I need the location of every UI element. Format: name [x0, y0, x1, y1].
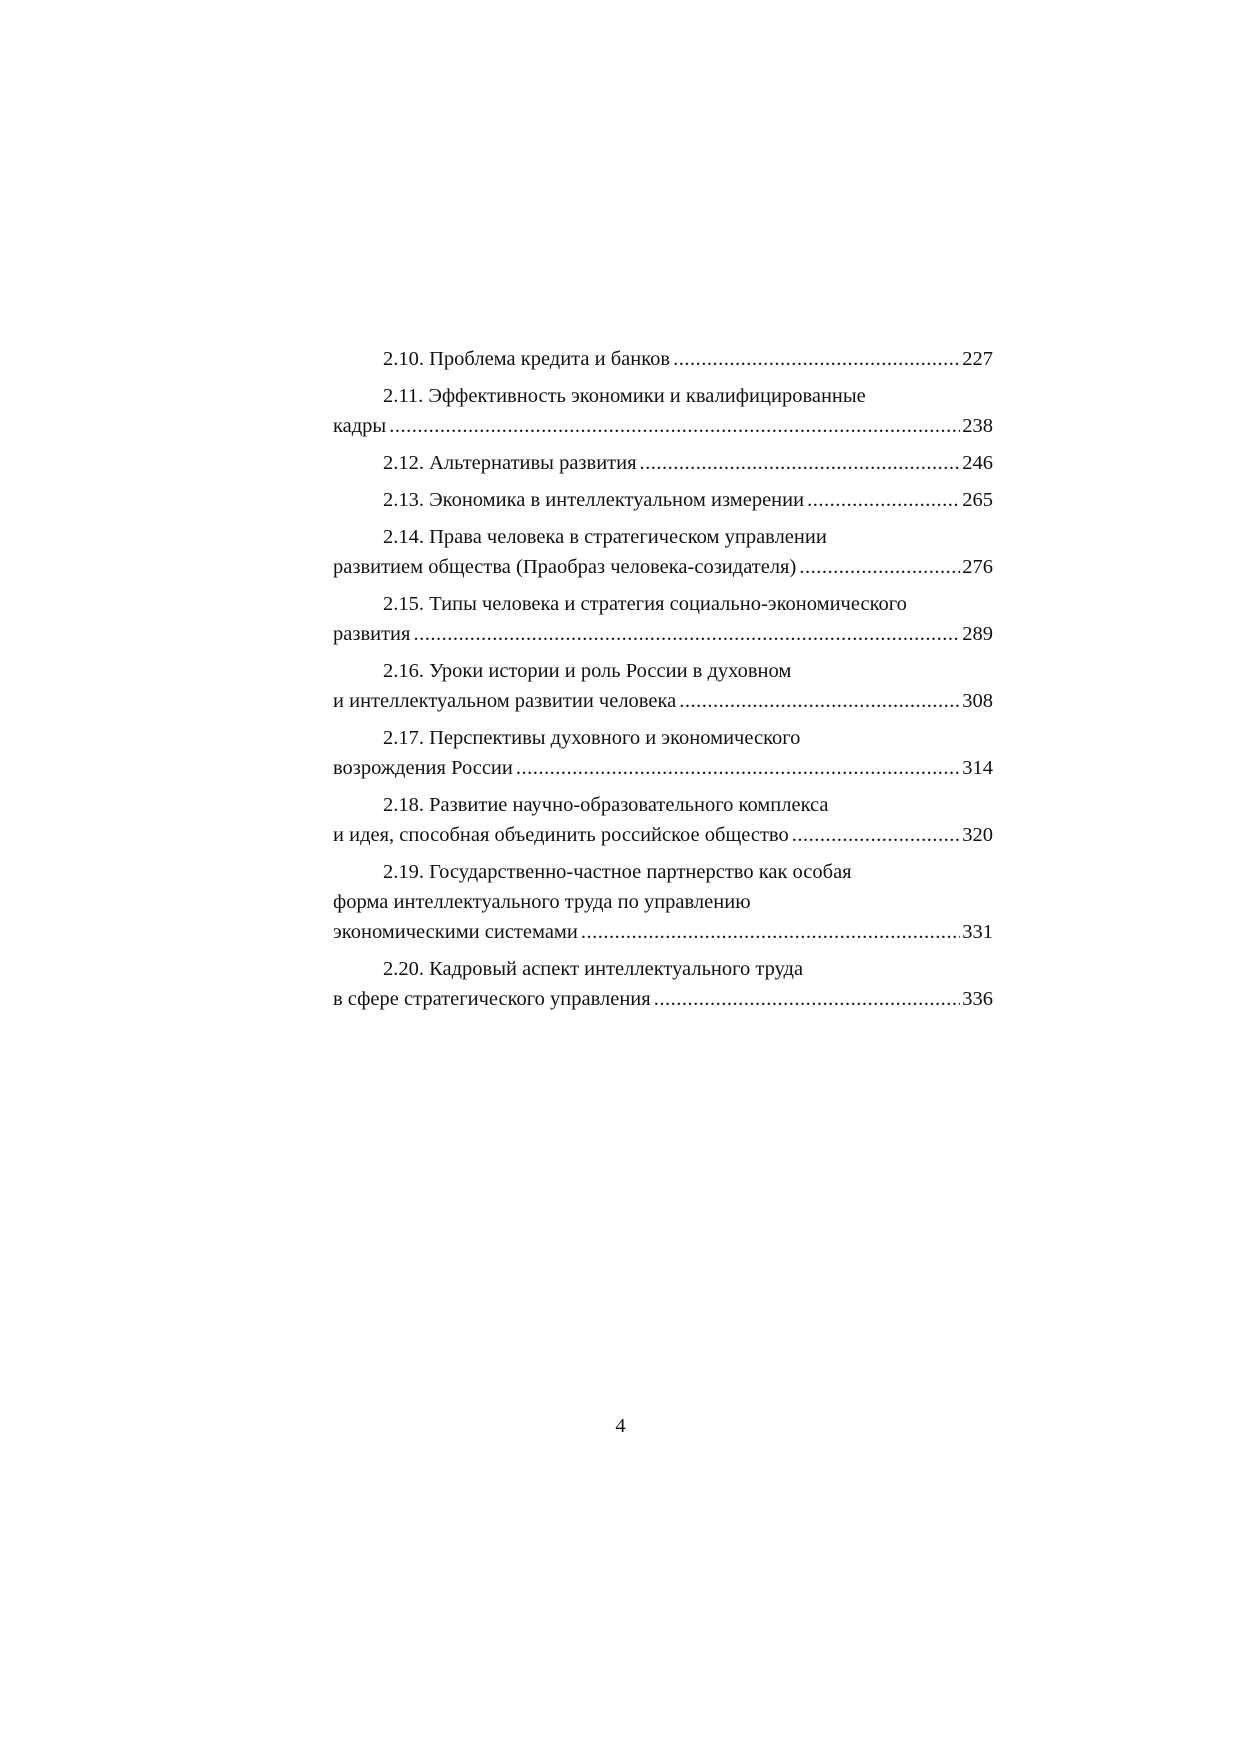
toc-entry-page: 308 — [962, 690, 993, 712]
page-number: 4 — [615, 1415, 626, 1437]
toc-entry-title: 2.11. Эффективность экономики и квалифицированные — [383, 385, 866, 407]
dot-leader — [640, 448, 961, 478]
dot-leader — [413, 619, 960, 649]
toc-entry[interactable] — [333, 954, 993, 1014]
dot-leader — [581, 917, 960, 947]
toc-entry-page: 289 — [962, 623, 993, 645]
toc-entry-page: 276 — [962, 556, 993, 578]
toc-entry-title: 2.14. Права человека в стратегическом управлении — [383, 526, 827, 548]
toc-entry-title: 2.19. Государственно-частное партнерство как особая — [383, 861, 852, 883]
toc-entry-title: кадры — [333, 415, 387, 437]
toc-entry-page: 320 — [962, 824, 993, 846]
toc-entry[interactable] — [333, 790, 993, 850]
dot-leader — [792, 820, 961, 850]
toc-entry[interactable] — [333, 589, 993, 649]
table-of-contents — [333, 344, 993, 1021]
toc-entry[interactable] — [333, 485, 993, 515]
toc-entry[interactable] — [333, 344, 993, 374]
toc-entry-title: 2.13. Экономика в интеллектуальном измерении — [383, 489, 805, 511]
toc-entry[interactable] — [333, 857, 993, 947]
toc-entry-title: 2.15. Типы человека и стратегия социально-экономического — [383, 593, 907, 615]
toc-entry-line — [333, 344, 993, 374]
dot-leader — [673, 344, 960, 374]
toc-entry-title: 2.12. Альтернативы развития — [383, 452, 637, 474]
toc-entry-line — [333, 917, 993, 947]
toc-entry-page: 227 — [962, 348, 993, 370]
toc-entry[interactable] — [333, 448, 993, 478]
toc-entry-line — [333, 485, 993, 515]
toc-entry[interactable] — [333, 723, 993, 783]
toc-entry-title: развитием общества (Праобраз человека-созидателя) — [333, 556, 797, 578]
toc-entry[interactable] — [333, 656, 993, 716]
toc-entry-title: возрождения России — [333, 757, 513, 779]
dot-leader — [389, 411, 960, 441]
dot-leader — [654, 984, 961, 1014]
toc-entry-line — [333, 820, 993, 850]
toc-entry[interactable] — [333, 381, 993, 441]
toc-entry-title: форма интеллектуального труда по управлению — [333, 891, 751, 913]
toc-entry-page: 238 — [962, 415, 993, 437]
dot-leader — [679, 686, 960, 716]
toc-entry-title: 2.20. Кадровый аспект интеллектуального труда — [383, 958, 804, 980]
toc-entry-line — [333, 619, 993, 649]
toc-entry-page: 246 — [962, 452, 993, 474]
toc-entry-line — [333, 448, 993, 478]
toc-entry-title: и идея, способная объединить российское общество — [333, 824, 789, 846]
toc-entry-line — [333, 411, 993, 441]
toc-entry-title: 2.17. Перспективы духовного и экономического — [383, 727, 801, 749]
toc-entry-title: 2.18. Развитие научно-образовательного комплекса — [383, 794, 829, 816]
toc-entry-title: 2.16. Уроки истории и роль России в духовном — [383, 660, 792, 682]
toc-entry-title: 2.10. Проблема кредита и банков — [383, 348, 671, 370]
dot-leader — [799, 552, 960, 582]
toc-entry-line — [333, 984, 993, 1014]
toc-entry-title: и интеллектуальном развитии человека — [333, 690, 677, 712]
toc-entry-line — [333, 686, 993, 716]
dot-leader — [516, 753, 960, 783]
toc-entry-title: в сфере стратегического управления — [333, 988, 651, 1010]
toc-entry-line — [333, 753, 993, 783]
toc-entry-page: 265 — [962, 489, 993, 511]
toc-entry-title: развития — [333, 623, 411, 645]
toc-entry-page: 331 — [962, 921, 993, 943]
dot-leader — [807, 485, 960, 515]
toc-entry-line — [333, 552, 993, 582]
toc-entry[interactable] — [333, 522, 993, 582]
toc-entry-title: экономическими системами — [333, 921, 578, 943]
toc-entry-page: 336 — [962, 988, 993, 1010]
toc-entry-page: 314 — [962, 757, 993, 779]
